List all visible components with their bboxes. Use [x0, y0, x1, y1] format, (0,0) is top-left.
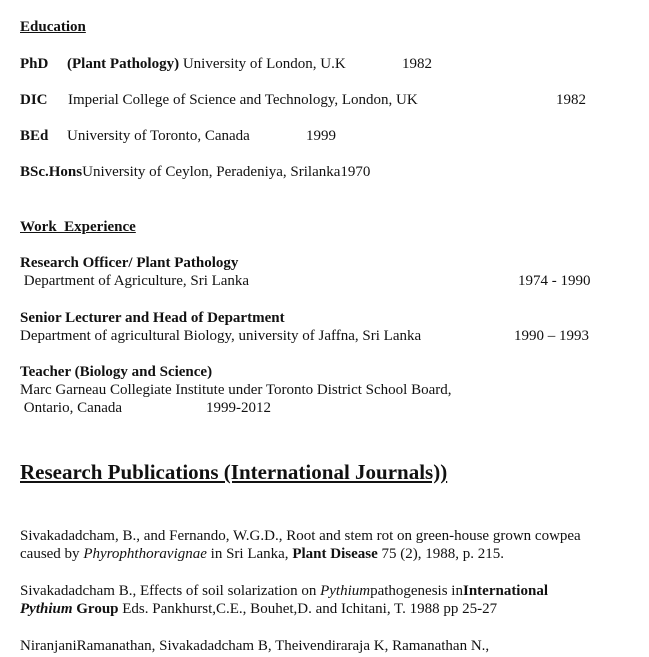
pathogen-name: Pythium [320, 583, 371, 599]
job-title: Teacher (Biology and Science) [20, 364, 213, 380]
degree: DIC [20, 92, 48, 108]
pathogen-name: Pythium [20, 601, 73, 617]
text: in Sri Lanka, [206, 546, 293, 562]
field: (Plant Pathology) [67, 56, 180, 72]
job-title: Research Officer/ Plant Pathology [20, 255, 239, 271]
journal-name: Plant Disease [292, 546, 378, 562]
job-org-location: Ontario, Canada [20, 400, 123, 416]
journal-name: Group [72, 601, 119, 617]
institution: University of London, U.K [182, 56, 346, 72]
journal-name: International [462, 583, 548, 599]
job-org: Department of Agriculture, Sri Lanka [20, 273, 250, 289]
job-title: Senior Lecturer and Head of Department [20, 310, 285, 326]
year: 1982 [556, 92, 586, 108]
job-years: 1990 – 1993 [514, 328, 589, 344]
education-item-phd [20, 55, 48, 73]
text: 75 (2), 1988, p. 215. [377, 546, 504, 562]
education-heading: Education [20, 19, 86, 35]
work-heading: Work Experience [20, 219, 136, 235]
text: caused by [20, 546, 84, 562]
text: Sivakadadcham B., Effects of soil solarization on [20, 583, 321, 599]
institution: University of Toronto, Canada [67, 128, 250, 144]
publication-2-line-2 [20, 600, 497, 618]
institution: University of Ceylon, Peradeniya, Srilanka [82, 164, 341, 180]
job-years: 1999-2012 [206, 400, 271, 416]
publication-1-line-2 [20, 545, 504, 563]
degree: BSc.Hons [20, 164, 83, 180]
year: 1970 [340, 164, 371, 180]
year: 1999 [306, 128, 336, 144]
publication-1-line-1: Sivakadadcham, B., and Fernando, W.G.D., Root and stem rot on green-house grown cowpea [20, 528, 581, 544]
publication-2-line-1 [20, 582, 548, 600]
year: 1982 [402, 56, 432, 72]
job-years: 1974 - 1990 [518, 273, 591, 289]
text: Eds. Pankhurst,C.E., Bouhet,D. and Ichitani, T. 1988 pp 25-27 [118, 601, 498, 617]
education-item-phd-detail [67, 55, 346, 73]
degree: BEd [20, 128, 49, 144]
text: pathogenesis in [370, 583, 463, 599]
publication-3-line-1: NiranjaniRamanathan, Sivakadadcham B, Theivendiraraja K, Ramanathan N., [20, 638, 490, 654]
degree: PhD [20, 56, 49, 72]
pathogen-name: Phyrophthoravignae [83, 546, 207, 562]
institution: Imperial College of Science and Technology, London, UK [68, 92, 418, 108]
publications-heading: Research Publications (International Journals)) [20, 460, 448, 484]
job-org: Marc Garneau Collegiate Institute under Toronto District School Board, [20, 382, 452, 398]
job-org: Department of agricultural Biology, university of Jaffna, Sri Lanka [20, 328, 422, 344]
education-item-bsc [20, 163, 370, 181]
